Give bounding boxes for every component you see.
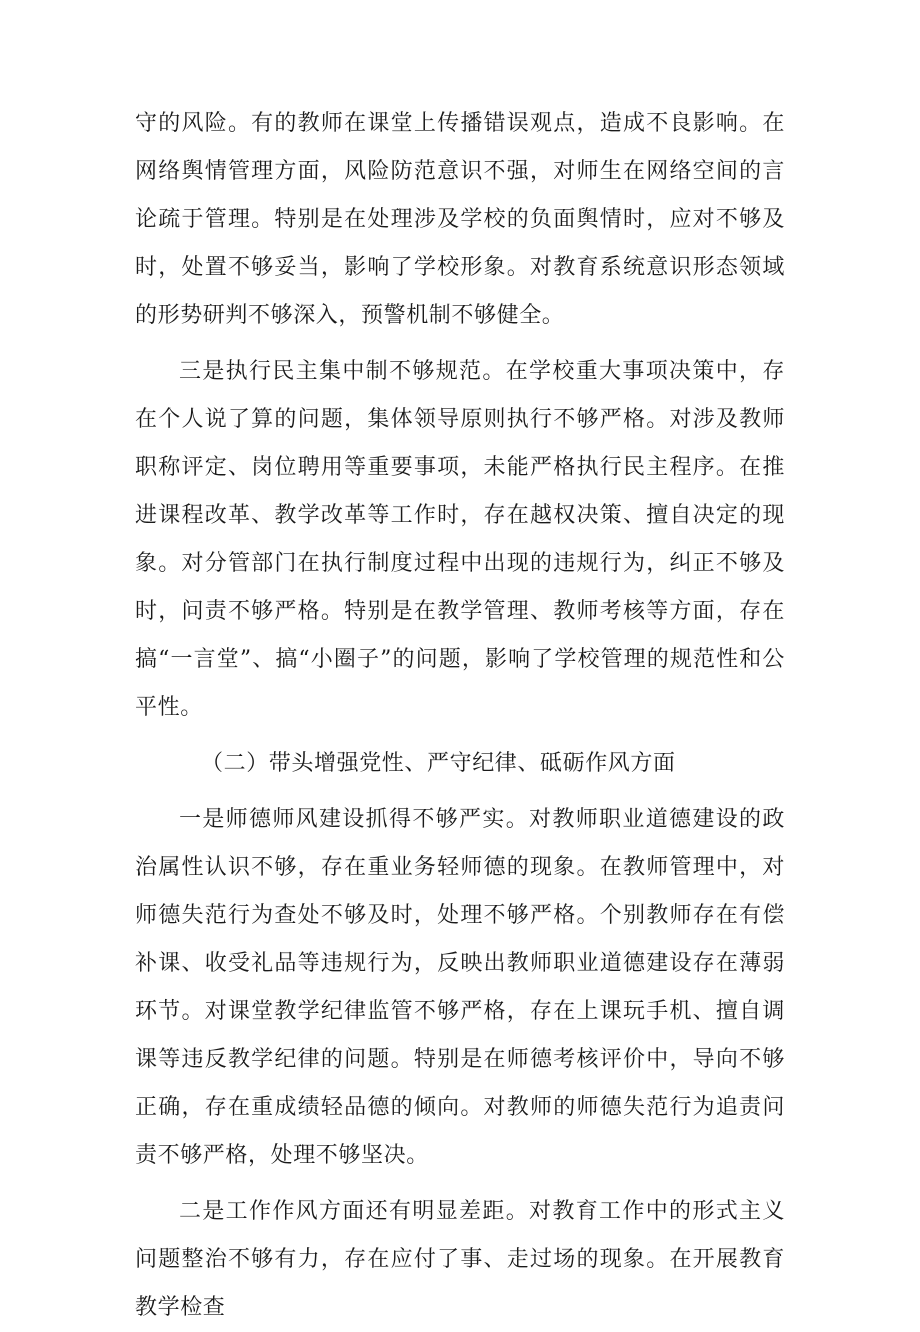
document-body — [135, 100, 785, 1332]
paragraph-democratic-centralism: 三是执行民主集中制不够规范。在学校重大事项决策中，存在个人说了算的问题，集体领导原则执行不够严格。对涉及教师职称评定、岗位聘用等重要事项，未能严格执行民主程序。在推进课程改革、教学改革等工作时，存在越权决策、擅自决定的现象。对分管部门在执行制度过程中出现的违规行为，纠正不够及时，问责不够严格。特别是在教学管理、教师考核等方面，存在搞“一言堂”、搞“小圈子”的问题，影响了学校管理的规范性和公平性。 — [135, 359, 785, 720]
paragraph-gap — [135, 1180, 785, 1188]
section-heading: （二）带头增强党性、严守纪律、砥砺作风方面 — [201, 751, 676, 776]
paragraph-gap — [135, 340, 785, 348]
paragraph-gap — [135, 788, 785, 796]
paragraph-continuation: 守的风险。有的教师在课堂上传播错误观点，造成不良影响。在网络舆情管理方面，风险防范意识不强，对师生在网络空间的言论疏于管理。特别是在处理涉及学校的负面舆情时，应对不够及时，处置不够妥当，影响了学校形象。对教育系统意识形态领域的形势研判不够深入，预警机制不够健全。 — [135, 111, 785, 328]
paragraph-teacher-ethics: 一是师德师风建设抓得不够严实。对教师职业道德建设的政治属性认识不够，存在重业务轻师德的现象。在教师管理中，对师德失范行为查处不够及时，处理不够严格。个别教师存在有偿补课、收受礼品等违规行为，反映出教师职业道德建设存在薄弱环节。对课堂教学纪律监管不够严格，存在上课玩手机、擅自调课等违反教学纪律的问题。特别是在师德考核评价中，导向不够正确，存在重成绩轻品德的倾向。对教师的师德失范行为追责问责不够严格，处理不够坚决。 — [135, 807, 785, 1168]
paragraph-gap — [135, 732, 785, 740]
paragraph-work-style: 二是工作作风方面还有明显差距。对教育工作中的形式主义问题整治不够有力，存在应付了事、走过场的现象。在开展教育教学检查 — [135, 1199, 785, 1320]
